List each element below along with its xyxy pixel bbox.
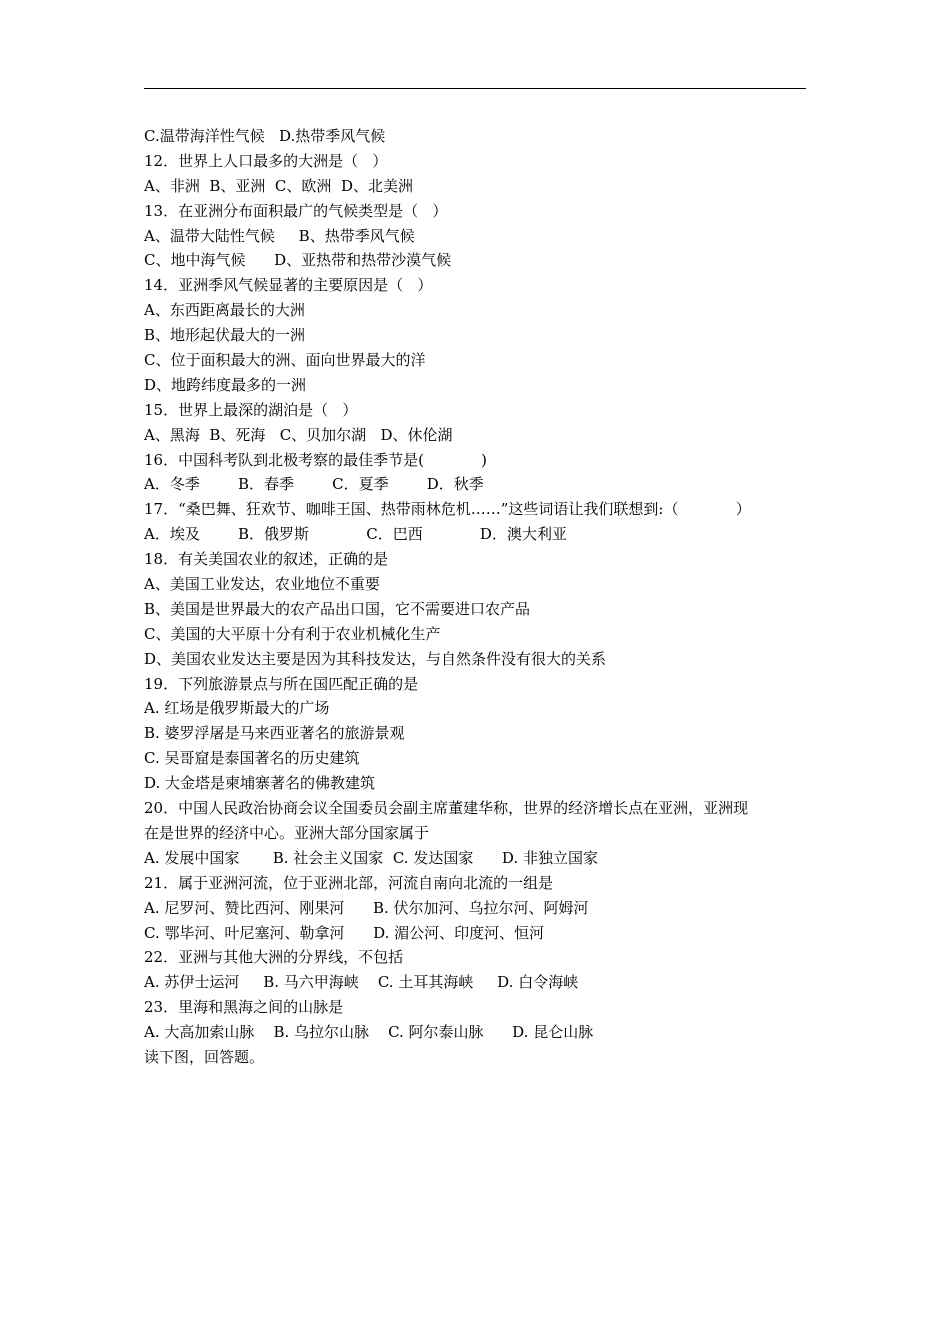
text-line: 17．“桑巴舞、狂欢节、咖啡王国、热带雨林危机……”这些词语让我们联想到:（ ） xyxy=(144,500,751,519)
text-line: 20．中国人民政治协商会议全国委员会副主席董建华称，世界的经济增长点在亚洲，亚洲现 xyxy=(144,799,749,818)
text-line: C、位于面积最大的洲、面向世界最大的洋 xyxy=(144,351,426,370)
text-line: 13．在亚洲分布面积最广的气候类型是（ ） xyxy=(144,201,448,220)
text-line: 15．世界上最深的湖泊是（ ） xyxy=(144,400,358,419)
text-line: C. 吴哥窟是泰国著名的历史建筑 xyxy=(144,749,360,768)
text-line: A. 尼罗河、赞比西河、刚果河 B. 伏尔加河、乌拉尔河、阿姆河 xyxy=(144,898,589,917)
text-line: B、美国是世界最大的农产品出口国，它不需要进口农产品 xyxy=(144,599,531,618)
text-line: A．冬季 B．春季 C．夏季 D．秋季 xyxy=(144,475,484,494)
text-line: C.温带海洋性气候 D.热带季风气候 xyxy=(144,127,386,145)
text-line: 在是世界的经济中心。亚洲大部分国家属于 xyxy=(144,823,430,842)
header-rule xyxy=(144,88,806,89)
text-line: D、地跨纬度最多的一洲 xyxy=(144,375,307,394)
text-line: A. 红场是俄罗斯最大的广场 xyxy=(144,699,330,718)
text-line: A. 发展中国家 B. 社会主义国家 C. 发达国家 D. 非独立国家 xyxy=(144,848,598,867)
text-line: D、美国农业发达主要是因为其科技发达，与自然条件没有很大的关系 xyxy=(144,649,607,668)
text-line: A．埃及 B．俄罗斯 C．巴西 D．澳大利亚 xyxy=(144,525,567,544)
text-line: C. 鄂毕河、叶尼塞河、勒拿河 D. 湄公河、印度河、恒河 xyxy=(144,923,545,942)
text-line: 读下图，回答题。 xyxy=(144,1047,265,1066)
text-line: 14．亚洲季风气候显著的主要原因是（ ） xyxy=(144,276,433,295)
text-line: B、地形起伏最大的一洲 xyxy=(144,326,306,345)
text-line: 19．下列旅游景点与所在国匹配正确的是 xyxy=(144,674,419,693)
text-line: 22．亚洲与其他大洲的分界线，不包括 xyxy=(144,948,404,967)
text-line: A、东西距离最长的大洲 xyxy=(144,301,305,320)
document-body xyxy=(144,124,808,1070)
text-line: B. 婆罗浮屠是马来西亚著名的旅游景观 xyxy=(144,724,405,743)
text-line: 23．里海和黑海之间的山脉是 xyxy=(144,998,344,1017)
text-line: 18．有关美国农业的叙述，正确的是 xyxy=(144,550,389,569)
text-line: C、美国的大平原十分有利于农业机械化生产 xyxy=(144,624,441,643)
text-line: A、美国工业发达，农业地位不重要 xyxy=(144,575,380,594)
text-line: A、非洲 B、亚洲 C、欧洲 D、北美洲 xyxy=(144,176,413,195)
text-line: C、地中海气候 D、亚热带和热带沙漠气候 xyxy=(144,251,452,270)
text-line: D. 大金塔是柬埔寨著名的佛教建筑 xyxy=(144,774,376,793)
text-line: A、黑海 B、死海 C、贝加尔湖 D、休伦湖 xyxy=(144,425,453,444)
text-line: A. 苏伊士运河 B. 马六甲海峡 C. 土耳其海峡 D. 白令海峡 xyxy=(144,973,579,992)
text-line: A. 大高加索山脉 B. 乌拉尔山脉 C. 阿尔泰山脉 D. 昆仑山脉 xyxy=(144,1023,594,1042)
text-line: 12．世界上人口最多的大洲是（ ） xyxy=(144,151,388,170)
text-line: 16．中国科考队到北极考察的最佳季节是( ) xyxy=(144,450,488,469)
text-line: A、温带大陆性气候 B、热带季风气候 xyxy=(144,226,415,245)
text-line: 21．属于亚洲河流，位于亚洲北部，河流自南向北流的一组是 xyxy=(144,873,554,892)
